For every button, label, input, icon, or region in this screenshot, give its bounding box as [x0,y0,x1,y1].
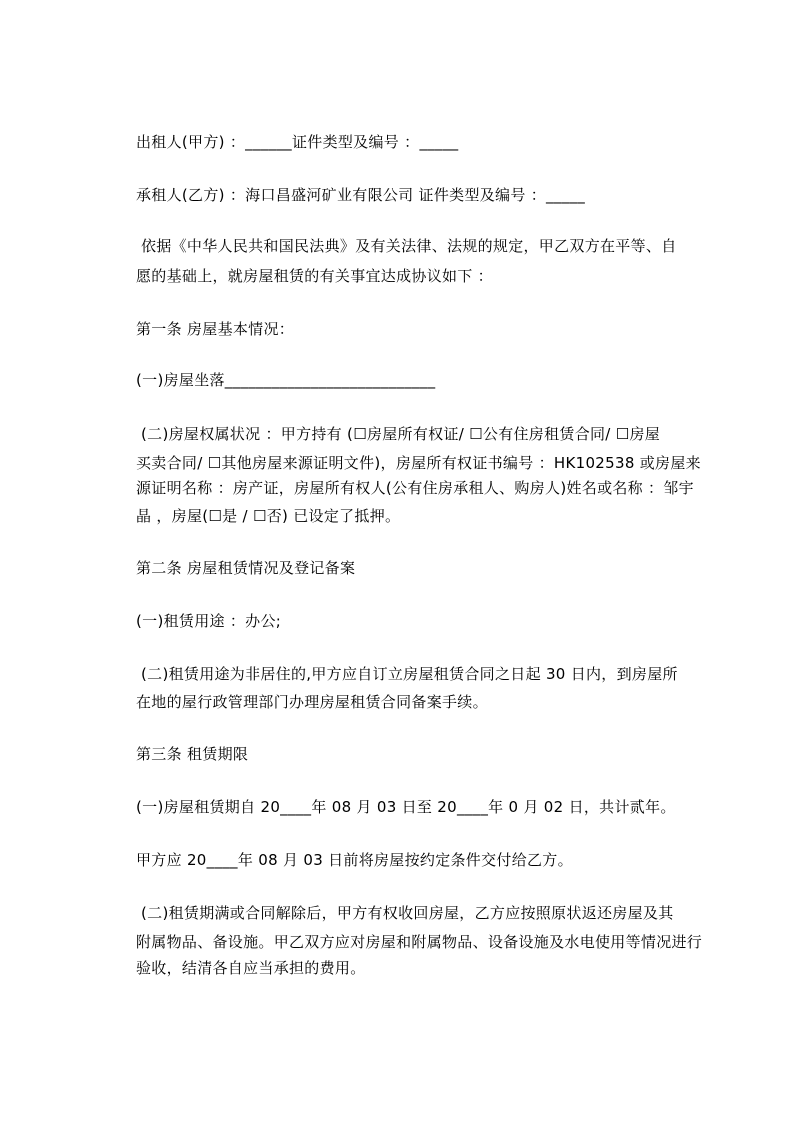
lessor-line: 出租人(甲方) ：______证件类型及编号 ：_____ [136,133,459,151]
article-3-item-2-line-1: (二)租赁期满或合同解除后，甲方有权收回房屋，乙方应按照原状返还房屋及其 [141,904,674,922]
article-3-item-2-line-2: 附属物品、备设施。甲乙双方应对房屋和附属物品、设备设施及水电使用等情况进行 [136,933,703,951]
article-1-title: 第一条 房屋基本情况： [136,320,295,338]
article-3-item-1: (一)房屋租赁期自 20____年 08 月 03 日至 20____年 0 月 02 日，共计贰年。 [136,798,676,816]
article-2-item-1: (一)租赁用途 ：办公; [136,612,282,630]
article-3-item-2-line-3: 验收，结清各自应当承担的费用。 [136,959,366,977]
article-1-item-2-line-2: 买卖合同/ ☐其他房屋来源证明文件)，房屋所有权证书编号 ：HK102538 或房屋来 [136,454,701,472]
preamble-line-1: 依据《中华人民共和国民法典》及有关法律、法规的规定，甲乙双方在平等、自 [141,237,677,255]
article-1-item-2-line-4: 晶 ，房屋(☐是 / ☐否) 已设定了抵押。 [136,507,401,525]
article-2-item-2-line-1: (二)租赁用途为非居住的,甲方应自订立房屋租赁合同之日起 30 日内，到房屋所 [141,665,678,683]
article-3-delivery: 甲方应 20____年 08 月 03 日前将房屋按约定条件交付给乙方。 [136,851,573,869]
preamble-line-2: 愿的基础上，就房屋租赁的有关事宜达成协议如下 ： [136,267,493,285]
lessee-line: 承租人(乙方) ：海口昌盛河矿业有限公司 证件类型及编号 ：_____ [136,186,586,204]
article-2-title: 第二条 房屋租赁情况及登记备案 [136,559,356,577]
article-1-item-2-line-1: (二)房屋权属状况 ：甲方持有 (☐房屋所有权证/ ☐公有住房租赁合同/ ☐房屋 [141,425,661,443]
article-1-item-1: (一)房屋坐落___________________________ [136,371,436,389]
article-1-item-2-line-3: 源证明名称 ：房产证，房屋所有权人(公有住房承租人、购房人)姓名或名称 ：邹宇 [136,479,694,497]
article-3-title: 第三条 租赁期限 [136,745,249,763]
article-2-item-2-line-2: 在地的屋行政管理部门办理房屋租赁合同备案手续。 [136,693,488,711]
